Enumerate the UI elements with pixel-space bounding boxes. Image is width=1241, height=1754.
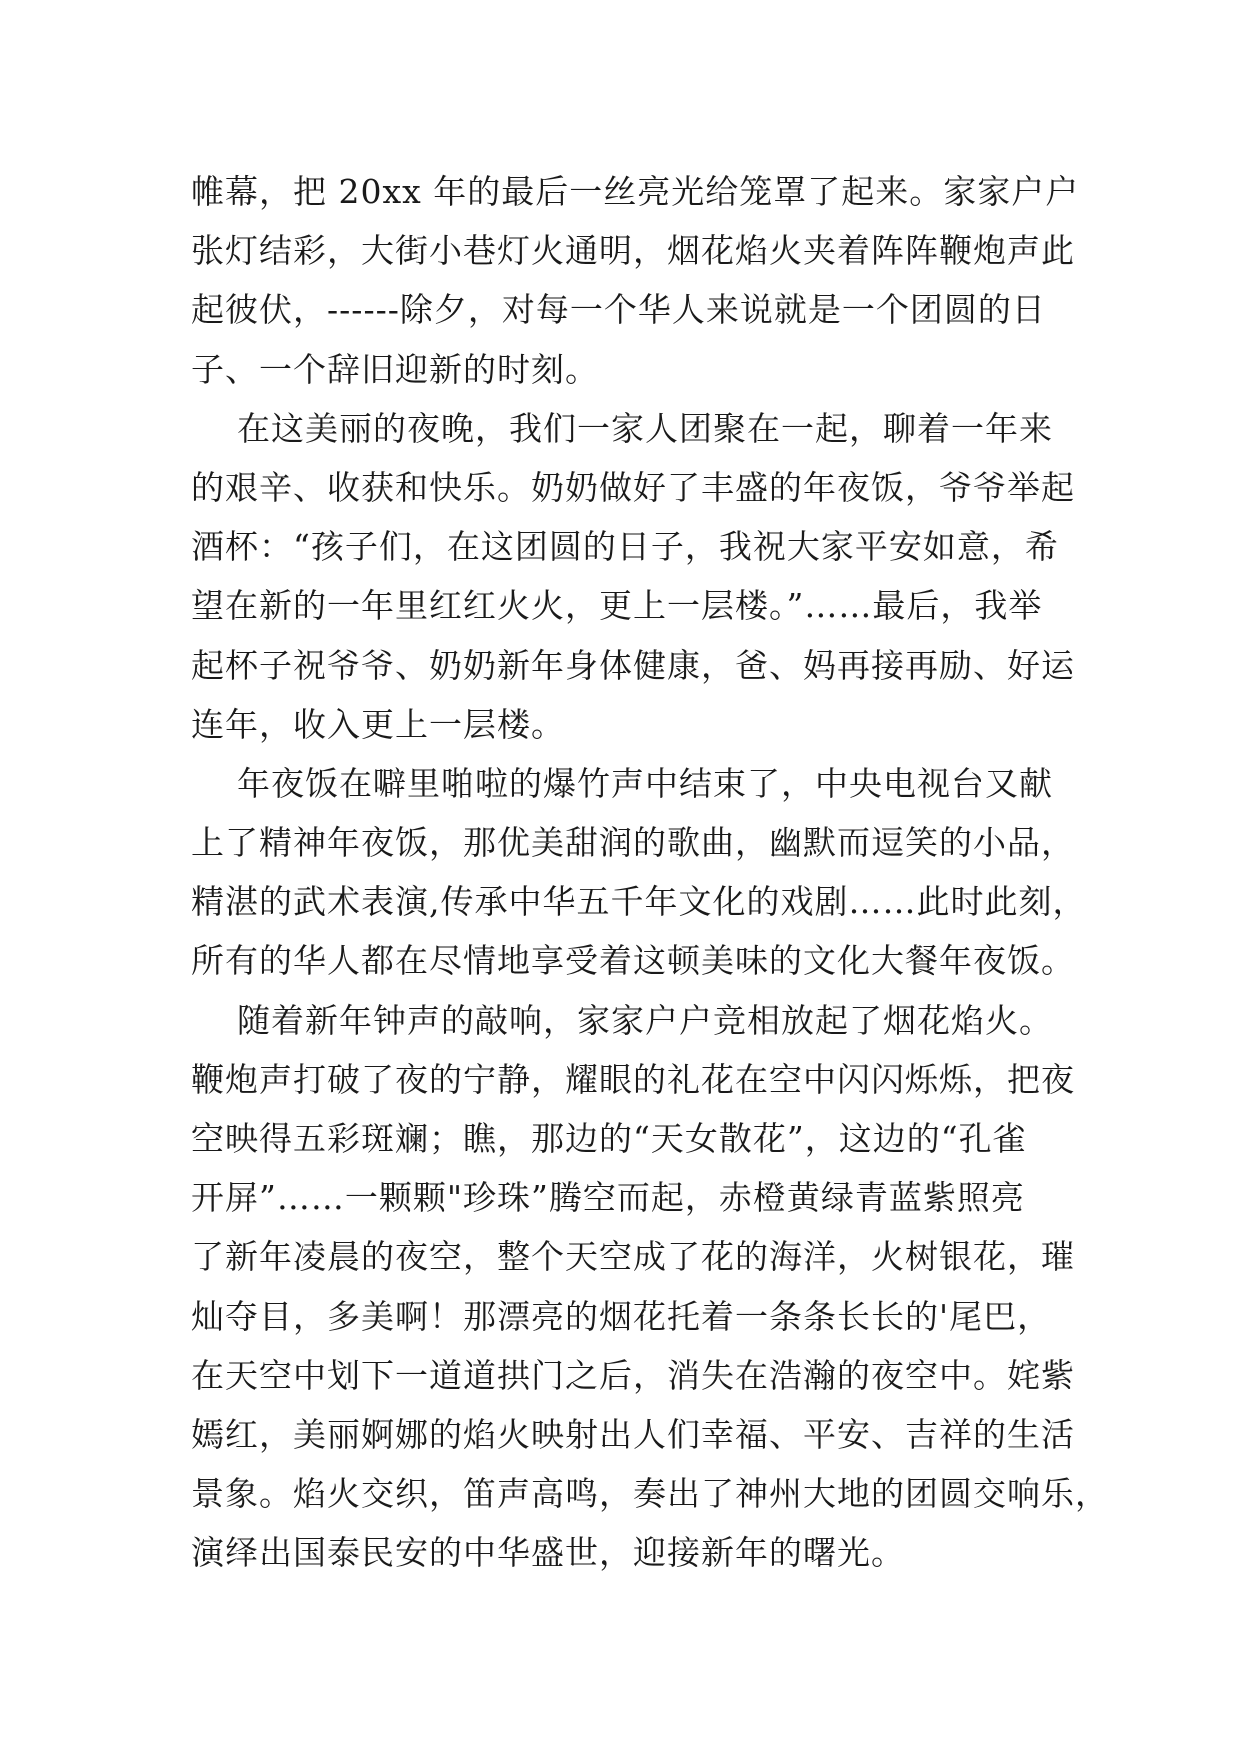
text-line: 精湛的武术表演,传承中华五千年文化的戏剧……此时此刻，: [191, 882, 1087, 922]
text-line: 年夜饭在噼里啪啦的爆竹声中结束了，中央电视台又献: [191, 763, 1053, 803]
text-line: 望在新的一年里红红火火，更上一层楼。”……最后，我举: [191, 586, 1043, 626]
text-line: 空映得五彩斑斓；瞧，那边的“天女散花”，这边的“孔雀: [191, 1119, 1027, 1158]
text-line: 灿夺目，多美啊！那漂亮的烟花托着一条条长长的'尾巴，: [191, 1296, 1052, 1336]
text-line: 在这美丽的夜晚，我们一家人团聚在一起，聊着一年来: [191, 408, 1053, 448]
text-line: 上了精神年夜饭，那优美甜润的歌曲，幽默而逗笑的小品，: [191, 823, 1075, 863]
text-line: 子、一个辞旧迎新的时刻。: [191, 349, 599, 389]
text-line: 嫣红，美丽婀娜的焰火映射出人们幸福、平安、吉祥的生活: [191, 1414, 1075, 1454]
text-line: 在天空中划下一道道拱门之后，消失在浩瀚的夜空中。姹紫: [191, 1355, 1075, 1395]
text-line: 了新年凌晨的夜空，整个天空成了花的海洋，火树银花，璀: [191, 1237, 1075, 1277]
text-line: 连年，收入更上一层楼。: [191, 704, 565, 744]
body-text: [191, 162, 1109, 1583]
text-line: 酒杯：“孩子们，在这团圆的日子，我祝大家平安如意，希: [191, 527, 1059, 567]
text-line: 起杯子祝爷爷、奶奶新年身体健康，爸、妈再接再励、好运: [191, 645, 1075, 685]
text-line: 开屏”……一颗颗"珍珠”腾空而起，赤橙黄绿青蓝紫照亮: [191, 1178, 1025, 1218]
text-line: 鞭炮声打破了夜的宁静，耀眼的礼花在空中闪闪烁烁，把夜: [191, 1059, 1075, 1099]
text-line: 所有的华人都在尽情地享受着这顿美味的文化大餐年夜饭。: [191, 941, 1075, 981]
text-line: 起彼伏，------除夕，对每一个华人来说就是一个团圆的日: [191, 290, 1046, 330]
text-line: 演绎出国泰民安的中华盛世，迎接新年的曙光。: [191, 1533, 905, 1573]
text-line: 的艰辛、收获和快乐。奶奶做好了丰盛的年夜饭，爷爷举起: [191, 467, 1075, 507]
text-line: 帷幕，把 20xx 年的最后一丝亮光给笼罩了起来。家家户户: [191, 172, 1080, 211]
text-line: 张灯结彩，大街小巷灯火通明，烟花焰火夹着阵阵鞭炮声此: [191, 231, 1075, 271]
text-line: 随着新年钟声的敲响，家家户户竞相放起了烟花焰火。: [191, 1000, 1053, 1040]
text-line: 景象。焰火交织，笛声高鸣，奏出了神州大地的团圆交响乐，: [191, 1474, 1109, 1514]
